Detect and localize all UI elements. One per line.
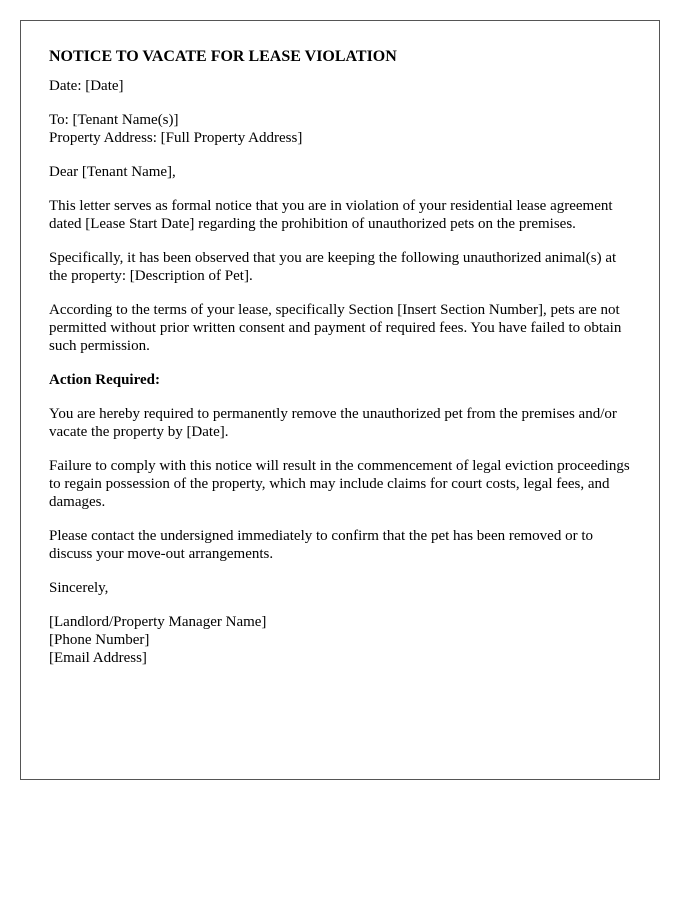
- signature-email: [Email Address]: [49, 650, 147, 666]
- paragraph-lease-terms: According to the terms of your lease, specifically Section [Insert Section Number], pets are not permitted without prior written consent and payment of required fees. You have failed to obtain such permission.: [49, 302, 622, 354]
- recipient-block: [49, 111, 631, 147]
- paragraph-pet-description: Specifically, it has been observed that you are keeping the following unauthorized animal(s) at the property: [Description of Pet].: [49, 250, 617, 284]
- salutation: Dear [Tenant Name],: [49, 164, 176, 180]
- property-address-line: Property Address: [Full Property Address]: [49, 130, 303, 146]
- paragraph-required-action: You are hereby required to permanently remove the unauthorized pet from the premises and/or vacate the property by [Date].: [49, 406, 617, 440]
- closing: Sincerely,: [49, 580, 109, 596]
- letter-title: NOTICE TO VACATE FOR LEASE VIOLATION: [49, 48, 397, 65]
- signature-block: [49, 613, 631, 667]
- action-required-heading: Action Required:: [49, 372, 160, 388]
- to-line: To: [Tenant Name(s)]: [49, 112, 179, 128]
- date-line: Date: [Date]: [49, 78, 124, 94]
- signature-name: [Landlord/Property Manager Name]: [49, 614, 267, 630]
- signature-phone: [Phone Number]: [49, 632, 150, 648]
- paragraph-contact: Please contact the undersigned immediately to confirm that the pet has been removed or to discuss your move-out arrangements.: [49, 528, 593, 562]
- letter-page: [20, 20, 660, 780]
- paragraph-violation-notice: This letter serves as formal notice that you are in violation of your residential lease agreement dated [Lease Start Date] regarding the prohibition of unauthorized pets on the premises.: [49, 198, 613, 232]
- paragraph-consequences: Failure to comply with this notice will result in the commencement of legal eviction proceedings to regain possession of the property, which may include claims for court costs, legal fees, and damages.: [49, 458, 630, 510]
